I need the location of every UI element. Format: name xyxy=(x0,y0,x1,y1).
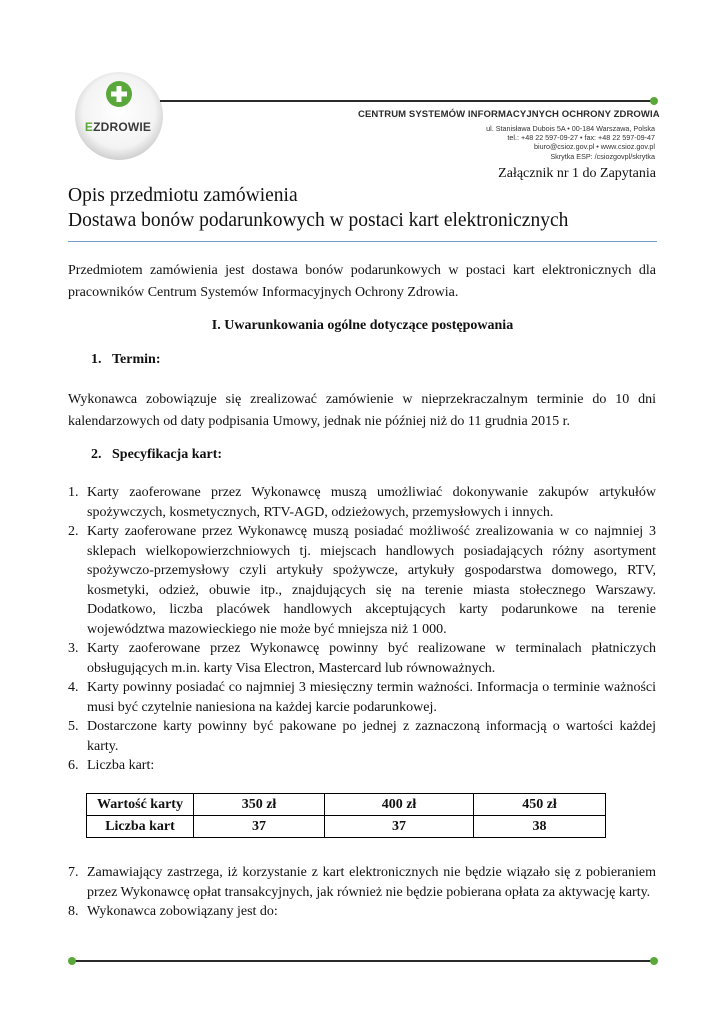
attachment-label: Załącznik nr 1 do Zapytania xyxy=(498,166,656,181)
subsection-spec-heading: 2. Specyfikacja kart: xyxy=(91,447,223,462)
header-divider xyxy=(160,100,655,102)
term-paragraph: Wykonawca zobowiązuje się zrealizować zamówienie w nieprzekraczalnym terminie do 10 dni kalendarzowych od daty podpisania Umowy, jednak nie później niż do 11 grudnia 2015 r. xyxy=(68,392,656,429)
header-divider-dot xyxy=(650,97,658,105)
table-row xyxy=(87,794,606,816)
list-item: 5. Dostarczone karty powinny być pakowane po jednej z zaznaczoną informacją o wartości każdej karty. xyxy=(68,719,656,754)
table-cell: 400 zł xyxy=(325,794,474,816)
document-subtitle: Dostawa bonów podarunkowych w postaci kart elektronicznych xyxy=(68,210,569,231)
list-item: 4. Karty powinny posiadać co najmniej 3 miesięczny termin ważności. Informacja o terminie ważności musi być czytelnie naniesiona na każdej karcie podarunkowej. xyxy=(68,680,656,715)
spec-list xyxy=(68,483,656,776)
intro-paragraph: Przedmiotem zamówienia jest dostawa bonów podarunkowych w postaci kart elektronicznych dla pracowników Centrum Systemów Informacyjnych Ochrony Zdrowia. xyxy=(68,263,656,300)
table-header-cell: Wartość karty xyxy=(87,794,194,816)
ezdrowie-logo xyxy=(73,70,165,162)
footer-divider-dot-left xyxy=(68,957,76,965)
list-item: 2. Karty zaoferowane przez Wykonawcę muszą posiadać możliwość zrealizowania w co najmniej 3 sklepach wielkopowierzchniowych tj. miejscach handlowych posiadających różny asortyment spożywczo-przemysłowy czyli artykuły spożywcze, artykuły gospodarstwa domowego, RTV, kosmetyki, odzież, obuwie itp., znajdujących się na terenie miasta stołecznego Warszawy. Dodatkowo, liczba placówek handlowych akceptujących karty podarunkowe na terenie województwa mazowieckiego nie może być mniejsza niż 1 000. xyxy=(68,524,656,637)
list-item: 3. Karty zaoferowane przez Wykonawcę powinny być realizowane w terminalach płatniczych obsługujących m.in. karty Visa Electron, Mastercard lub równoważnych. xyxy=(68,641,656,676)
table-cell: 38 xyxy=(474,816,606,838)
organization-name: CENTRUM SYSTEMÓW INFORMACYJNYCH OCHRONY ZDROWIA xyxy=(358,109,660,120)
title-underline xyxy=(68,241,657,242)
list-item: 6. Liczba kart: xyxy=(68,758,155,773)
table-cell: 350 zł xyxy=(194,794,325,816)
footer-divider xyxy=(72,960,652,962)
section-heading: I. Uwarunkowania ogólne dotyczące postępowania xyxy=(211,318,514,333)
logo-text: EZDROWIE xyxy=(84,120,152,134)
list-item: 1. Karty zaoferowane przez Wykonawcę muszą umożliwiać dokonywanie zakupów artykułów spożywczych, kosmetycznych, RTV-AGD, odzieżowych, przemysłowych i innych. xyxy=(68,485,656,520)
table-header-cell: Liczba kart xyxy=(87,816,194,838)
card-count-table xyxy=(86,793,606,838)
list-item: 7. Zamawiający zastrzega, iż korzystanie z kart elektronicznych nie będzie wiązało się z pobieraniem przez Wykonawcę opłat transakcyjnych, jak również nie będzie pobierana opłata za aktywację karty. xyxy=(68,865,656,900)
table-cell: 450 zł xyxy=(474,794,606,816)
table-row xyxy=(87,816,606,838)
subsection-term-heading: 1. Termin: xyxy=(91,352,161,367)
organization-address: ul. Stanisława Dubois 5A • 00-184 Warszawa, Polska tel.: +48 22 597-09-27 • fax: +48 22 597-09-47 biuro@csioz.gov.pl • www.csioz.gov.pl Skrytka ESP: /csiozgovpl/skrytka xyxy=(486,124,655,161)
logo-emblem-icon xyxy=(73,70,165,162)
table-cell: 37 xyxy=(325,816,474,838)
spec-list-continued xyxy=(68,863,656,922)
list-item: 8. Wykonawca zobowiązany jest do: xyxy=(68,904,278,919)
footer-divider-dot-right xyxy=(650,957,658,965)
table-cell: 37 xyxy=(194,816,325,838)
document-title: Opis przedmiotu zamówienia xyxy=(68,185,298,206)
